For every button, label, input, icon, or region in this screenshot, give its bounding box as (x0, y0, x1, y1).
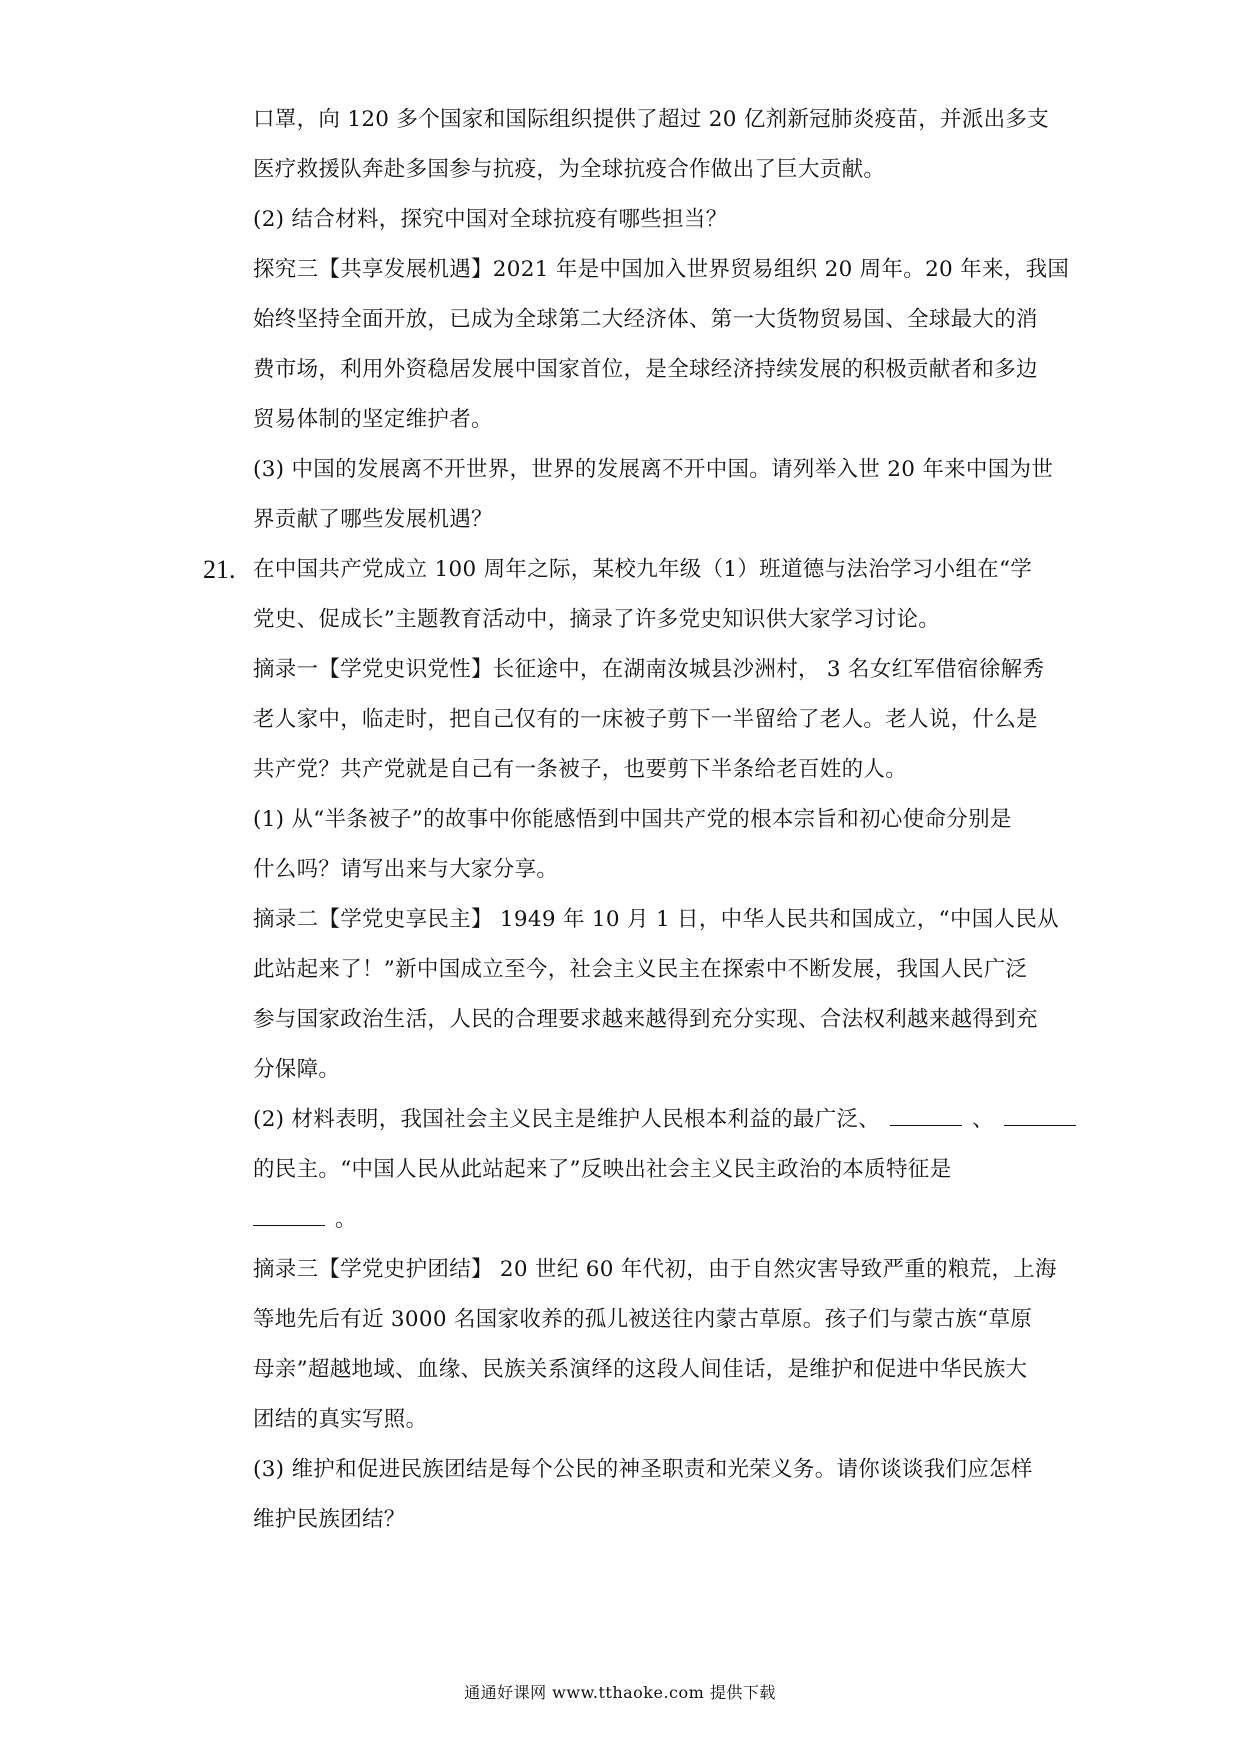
question-20-part-2: (2) 结合材料，探究中国对全球抗疫有哪些担当？ (253, 207, 728, 232)
question-number: 21. (203, 555, 236, 584)
text-line: 母亲”超越地域、血缘、民族关系演绎的这段人间佳话，是维护和促进中华民族大 (253, 1357, 1028, 1382)
text-line: 什么吗？请写出来与大家分享。 (253, 857, 559, 882)
excerpt-2: 摘录二【学党史享民主】 1949 年 10 月 1 日，中华人民共和国成立，“中国人民从 (253, 907, 1059, 932)
footer-credit: 通通好课网 www.tthaoke.com 提供下载 (464, 1683, 776, 1702)
text-line: 老人家中，临走时，把自己仅有的一床被子剪下一半留给了老人。老人说，什么是 (253, 707, 1038, 732)
text-line: 医疗救援队奔赴多国参与抗疫，为全球抗疫合作做出了巨大贡献。 (253, 157, 886, 182)
excerpt-3: 摘录三【学党史护团结】 20 世纪 60 年代初，由于自然灾害导致严重的粮荒，上海 (253, 1257, 1057, 1282)
question-21 (203, 548, 1033, 598)
question-21-part-2 (253, 1098, 1030, 1148)
excerpt-1: 摘录一【学党史识党性】长征途中，在湖南汝城县沙洲村， 3 名女红军借宿徐解秀 (253, 657, 1045, 682)
text-line: 共产党？共产党就是自己有一条被子，也要剪下半条给老百姓的人。 (253, 757, 908, 782)
text-line: 界贡献了哪些发展机遇？ (253, 507, 493, 532)
text-line: 口罩，向 120 多个国家和国际组织提供了超过 20 亿剂新冠肺炎疫苗，并派出多支 (253, 107, 1050, 132)
text-line: 在中国共产党成立 100 周年之际，某校九年级（1）班道德与法治学习小组在“学 (253, 557, 1033, 582)
period: 。 (335, 1207, 357, 1232)
text-line (253, 1198, 1030, 1248)
text-line: 费市场，利用外资稳居发展中国家首位，是全球经济持续发展的积极贡献者和多边 (253, 357, 1038, 382)
text-line: 贸易体制的坚定维护者。 (253, 407, 493, 432)
answer-blank[interactable] (890, 1099, 962, 1126)
text-line: 的民主。“中国人民从此站起来了”反映出社会主义民主政治的本质特征是 (253, 1157, 952, 1182)
text-line: 探究三【共享发展机遇】2021 年是中国加入世界贸易组织 20 周年。20 年来，我国 (253, 257, 1070, 282)
text-line: 分保障。 (253, 1057, 341, 1082)
question-text: (2) 材料表明，我国社会主义民主是维护人民根本利益的最广泛、 (253, 1107, 881, 1132)
text-line: 参与国家政治生活，人民的合理要求越来越得到充分实现、合法权利越来越得到充 (253, 1007, 1038, 1032)
text-line: 维护民族团结？ (253, 1507, 406, 1532)
answer-blank[interactable] (1004, 1099, 1076, 1126)
separator: 、 (972, 1107, 994, 1132)
question-21-part-3: (3) 维护和促进民族团结是每个公民的神圣职责和光荣义务。请你谈谈我们应怎样 (253, 1457, 1033, 1482)
answer-blank[interactable] (253, 1199, 325, 1226)
document-content (203, 98, 1070, 1548)
text-line: 党史、促成长”主题教育活动中，摘录了许多党史知识供大家学习讨论。 (253, 607, 941, 632)
question-21-part-1: (1) 从“半条被子”的故事中你能感悟到中国共产党的根本宗旨和初心使命分别是 (253, 807, 1012, 832)
text-line: 等地先后有近 3000 名国家收养的孤儿被送往内蒙古草原。孩子们与蒙古族“草原 (253, 1307, 1033, 1332)
text-line: 团结的真实写照。 (253, 1407, 428, 1432)
question-20-part-3: (3) 中国的发展离不开世界，世界的发展离不开中国。请列举入世 20 年来中国为世 (253, 457, 1054, 482)
text-line: 始终坚持全面开放，已成为全球第二大经济体、第一大货物贸易国、全球最大的消 (253, 307, 1038, 332)
text-line: 此站起来了！”新中国成立至今，社会主义民主在探索中不断发展，我国人民广泛 (253, 957, 1028, 982)
